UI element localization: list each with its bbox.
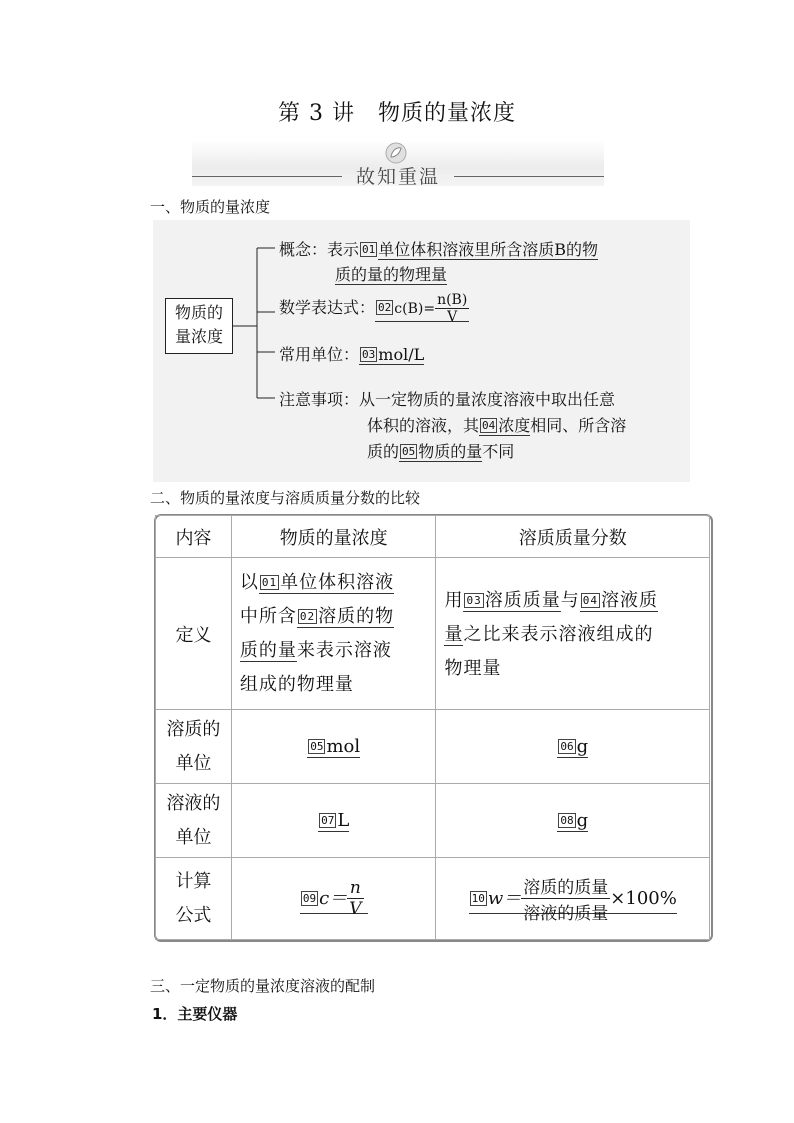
formula-expr: c(B)=: [394, 301, 436, 317]
blank-answer: [469, 878, 677, 924]
concept-unit: [279, 342, 424, 365]
cell-value: [231, 710, 436, 784]
note-answer-4-text: 浓度: [498, 416, 531, 435]
note-text-2a: 体积的溶液，其: [367, 416, 480, 435]
blank-tag-08: 08: [560, 814, 574, 827]
section-heading-1: 一、物质的量浓度: [150, 198, 271, 216]
note-text-1: 从一定物质的量浓度溶液中取出任意: [359, 390, 616, 409]
answer-text: 溶液质: [600, 590, 658, 611]
concept-map: [153, 220, 690, 482]
concept-note-line2: [367, 413, 626, 436]
row-label-line: 公式: [175, 904, 212, 926]
blank-answer: [307, 736, 360, 758]
concept-root-box: [165, 298, 233, 354]
table-row-solute-unit: [156, 710, 710, 784]
concept-root-line2: 量浓度: [174, 327, 223, 346]
formula-fraction: [521, 873, 610, 924]
cell-text: 之比来表示溶液组成的: [463, 624, 654, 645]
answer-text: 溶质的物: [318, 605, 395, 627]
concept-note-line1: [279, 387, 615, 410]
comparison-table: [155, 515, 710, 940]
table-header-cell: 内容: [156, 516, 232, 558]
blank-tag-07: 07: [321, 814, 335, 827]
note-answer-4: [479, 416, 530, 436]
blank-tag-04: 04: [482, 419, 496, 432]
row-label: 定义: [156, 558, 232, 710]
table-row-solution-unit: [156, 784, 710, 858]
note-answer-5-text: 物质的量: [418, 442, 483, 461]
cell-text: 与: [560, 590, 580, 611]
row-label-line: 计算: [175, 870, 212, 892]
blank-answer: [300, 878, 368, 919]
concept-answer-line2: 质的量的物理量: [335, 265, 448, 284]
blank-answer: [557, 810, 588, 832]
cell-text: 物理量: [444, 658, 502, 679]
definition-concentration: [231, 558, 436, 710]
cell-text: 用: [444, 590, 464, 611]
answer-text: 质的量: [239, 639, 297, 661]
blank-answer: [297, 606, 394, 628]
formula-denominator: 溶液的质量: [523, 904, 609, 924]
table-header-cell: 物质的量浓度: [231, 516, 436, 558]
formula-numerator: n: [347, 878, 363, 899]
concept-label: 概念：表示: [279, 240, 360, 259]
leaf-icon: [385, 142, 407, 164]
note-answer-5: [399, 442, 482, 462]
formula-answer: [375, 292, 469, 325]
note-label: 注意事项：: [279, 390, 360, 409]
concept-definition: [279, 237, 598, 260]
formula-denominator: V: [447, 309, 458, 325]
answer-text: g: [576, 810, 589, 831]
subsection-heading: 1．主要仪器: [152, 1005, 238, 1023]
row-label-line: 单位: [175, 826, 212, 848]
table-header-row: [156, 516, 710, 558]
note-text-2b: 相同、所含溶: [530, 416, 627, 435]
blank-tag-03: 03: [466, 594, 482, 607]
formula-expr: c＝: [319, 887, 348, 909]
row-label: [156, 784, 232, 858]
blank-answer: [463, 590, 560, 612]
answer-text: 溶质质量: [484, 590, 561, 611]
cell-value: [436, 710, 710, 784]
row-label-line: 单位: [175, 752, 212, 774]
cell-formula: [231, 858, 436, 940]
blank-tag-02: 02: [378, 301, 392, 314]
concept-formula: [279, 292, 469, 325]
blank-tag-03: 03: [362, 348, 376, 361]
blank-tag-05: 05: [310, 740, 324, 753]
cell-formula: [436, 858, 710, 940]
blank-tag-01: 01: [362, 243, 376, 256]
blank-answer: [259, 572, 394, 594]
answer-text: g: [576, 736, 589, 757]
formula-label: 数学表达式：: [279, 298, 376, 317]
formula-numerator: 溶质的质量: [521, 873, 610, 899]
table-row-definition: [156, 558, 710, 710]
concept-answer: 单位体积溶液里所含溶质B的物: [378, 240, 599, 259]
cell-text: 中所含: [239, 605, 297, 627]
blank-tag-02: 02: [299, 609, 316, 623]
blank-answer: [580, 590, 658, 612]
table-header-cell: 溶质质量分数: [436, 516, 710, 558]
section-banner: [192, 140, 604, 186]
formula-expr: w＝: [487, 887, 522, 909]
concept-root-line1: 物质的: [174, 303, 223, 322]
definition-mass-fraction: [436, 558, 710, 710]
page-title: 第 3 讲 物质的量浓度: [278, 101, 516, 126]
blank-tag-10: 10: [471, 891, 485, 905]
formula-tail: ×100%: [610, 887, 677, 909]
table-row-formula: [156, 858, 710, 940]
cell-text: 组成的物理量: [239, 673, 354, 695]
formula-fraction: [435, 292, 469, 325]
concept-definition-line2: [335, 262, 447, 285]
section-heading-3: 三、一定物质的量浓度溶液的配制: [150, 977, 376, 995]
blank-tag-04: 04: [582, 594, 598, 607]
cell-value: [436, 784, 710, 858]
answer-text: 单位体积溶液: [280, 571, 395, 593]
row-label-line: 溶液的: [166, 792, 221, 814]
unit-answer: [359, 345, 424, 365]
banner-text: 故知重温: [355, 166, 440, 188]
row-label-line: 溶质的: [166, 718, 221, 740]
note-text-3b: 不同: [482, 442, 515, 461]
blank-tag-05: 05: [402, 445, 416, 458]
cell-value: [231, 784, 436, 858]
note-text-3a: 质的: [367, 442, 400, 461]
answer-text: mol: [326, 736, 361, 757]
answer-text: L: [337, 810, 350, 831]
section-heading-2: 二、物质的量浓度与溶质质量分数的比较: [150, 489, 421, 507]
answer-text: 量: [444, 624, 464, 645]
formula-denominator: V: [349, 899, 362, 919]
concept-note-line3: [367, 439, 514, 462]
blank-answer: [557, 736, 588, 758]
blank-answer: [318, 810, 349, 832]
blank-tag-01: 01: [261, 575, 278, 589]
blank-tag-06: 06: [560, 740, 574, 753]
blank-tag-09: 09: [302, 891, 317, 905]
cell-text: 以: [239, 571, 259, 593]
formula-numerator: n(B): [437, 292, 468, 308]
formula-fraction: [347, 878, 363, 919]
cell-text: 来表示溶液: [296, 639, 392, 661]
unit-value: mol/L: [378, 345, 425, 364]
unit-label: 常用单位：: [279, 345, 360, 364]
row-label: [156, 858, 232, 940]
row-label: [156, 710, 232, 784]
